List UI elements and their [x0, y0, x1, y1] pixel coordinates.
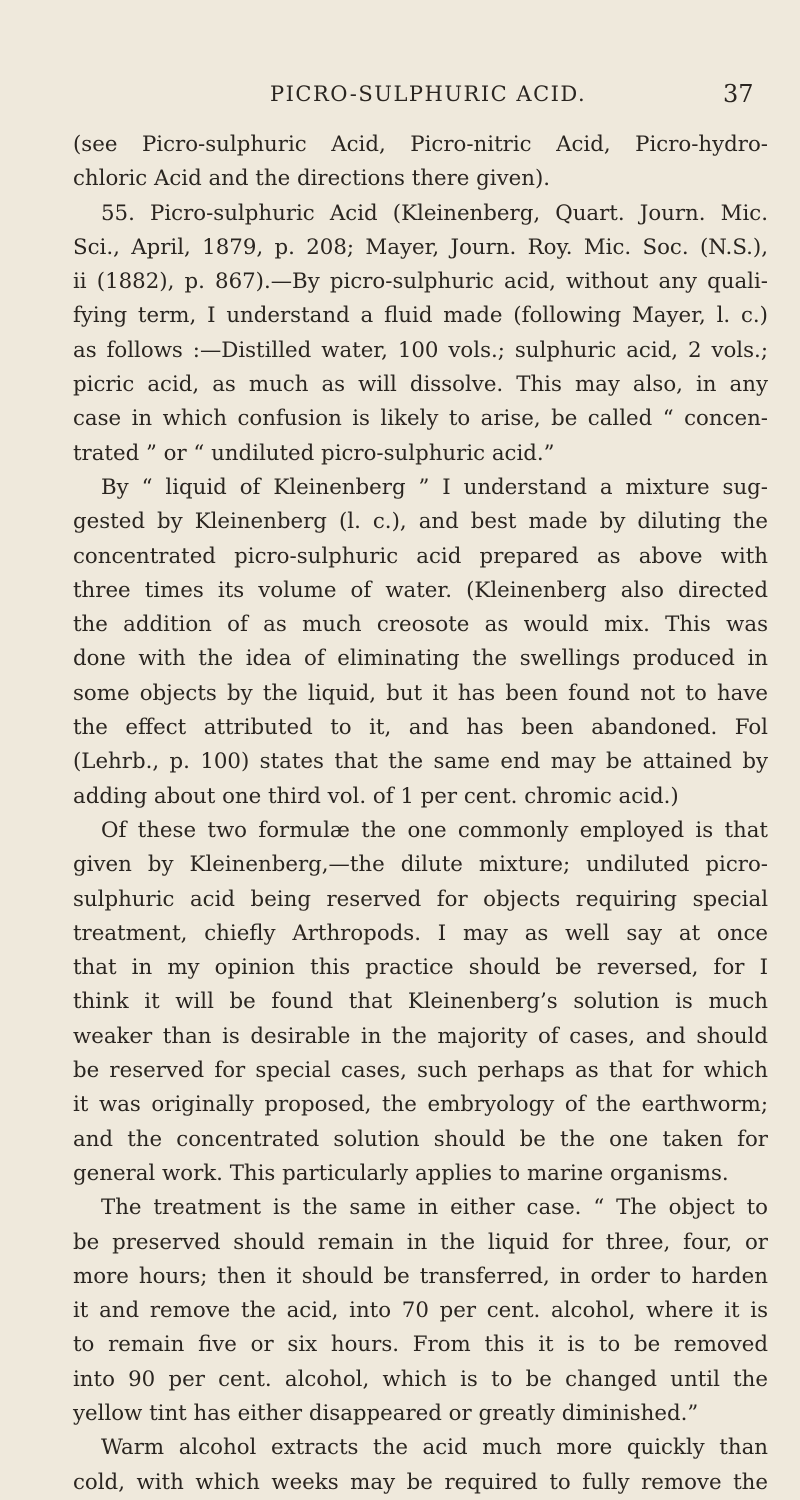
- text-line: it and remove the acid, into 70 per cent. alcohol, where it is: [73, 1298, 768, 1324]
- text-line: ii (1882), p. 867).—By picro-sulphuric acid, without any quali-: [73, 269, 768, 295]
- text-line: Of these two formulæ the one commonly employed is that: [101, 817, 768, 843]
- text-line: that in my opinion this practice should be reversed, for I: [73, 955, 768, 981]
- text-line: adding about one third vol. of 1 per cent. chromic acid.): [73, 783, 679, 809]
- text-line: be preserved should remain in the liquid for three, four, or: [73, 1229, 768, 1255]
- text-line: (see Picro-sulphuric Acid, Picro-nitric Acid, Picro-hydro-: [73, 132, 768, 157]
- text-line: into 90 per cent. alcohol, which is to be changed until the: [73, 1366, 768, 1392]
- text-line: weaker than is desirable in the majority of cases, and should: [73, 1023, 768, 1049]
- text-line: fying term, I understand a fluid made (following Mayer, l. c.): [73, 303, 768, 329]
- text-line: chloric Acid and the directions there given).: [73, 166, 551, 192]
- text-line: Sci., April, 1879, p. 208; Mayer, Journ. Roy. Mic. Soc. (N.S.),: [73, 234, 768, 260]
- body-text: [73, 128, 768, 1500]
- text-line: gested by Kleinenberg (l. c.), and best made by diluting the: [73, 509, 768, 535]
- text-line: sulphuric acid being reserved for objects requiring special: [73, 886, 768, 912]
- text-line: the effect attributed to it, and has been abandoned. Fol: [73, 715, 768, 741]
- text-line: By “ liquid of Kleinenberg ” I understand a mixture sug-: [101, 474, 768, 500]
- text-line: three times its volume of water. (Kleinenberg also directed: [73, 577, 768, 603]
- text-line: 55. Picro-sulphuric Acid (Kleinenberg, Quart. Journ. Mic.: [101, 200, 768, 226]
- text-line: to remain five or six hours. From this it is to be removed: [73, 1332, 768, 1358]
- page-number: 37: [723, 80, 754, 108]
- text-line: it was originally proposed, the embryology of the earthworm;: [73, 1092, 768, 1118]
- running-head: PICRO-SULPHURIC ACID.: [270, 82, 587, 106]
- text-line: more hours; then it should be transferred, in order to harden: [73, 1263, 768, 1289]
- text-line: concentrated picro-sulphuric acid prepared as above with: [73, 543, 768, 569]
- text-line: cold, with which weeks may be required to fully remove the: [73, 1469, 768, 1495]
- text-line: treatment, chiefly Arthropods. I may as well say at once: [73, 920, 768, 946]
- text-line: done with the idea of eliminating the swellings produced in: [73, 646, 768, 672]
- text-line: picric acid, as much as will dissolve. This may also, in any: [73, 372, 768, 398]
- text-line: general work. This particularly applies to marine organisms.: [73, 1160, 729, 1186]
- text-line: case in which confusion is likely to arise, be called “ concen-: [73, 406, 768, 432]
- text-line: (Lehrb., p. 100) states that the same end may be attained by: [73, 749, 768, 775]
- text-line: and the concentrated solution should be the one taken for: [73, 1126, 768, 1152]
- text-line: trated ” or “ undiluted picro-sulphuric acid.”: [73, 440, 555, 466]
- text-line: given by Kleinenberg,—the dilute mixture; undiluted picro-: [73, 852, 768, 878]
- text-line: be reserved for special cases, such perhaps as that for which: [73, 1058, 768, 1084]
- text-line: as follows :—Distilled water, 100 vols.; sulphuric acid, 2 vols.;: [73, 337, 768, 363]
- page-header: [0, 82, 800, 112]
- text-line: The treatment is the same in either case. “ The object to: [101, 1195, 768, 1221]
- text-line: the addition of as much creosote as would mix. This was: [73, 612, 768, 638]
- text-line: yellow tint has either disappeared or greatly diminished.”: [73, 1400, 699, 1426]
- text-line: Warm alcohol extracts the acid much more quickly than: [101, 1435, 768, 1461]
- text-line: some objects by the liquid, but it has been found not to have: [73, 680, 768, 706]
- text-line: think it will be found that Kleinenberg’s solution is much: [73, 989, 768, 1015]
